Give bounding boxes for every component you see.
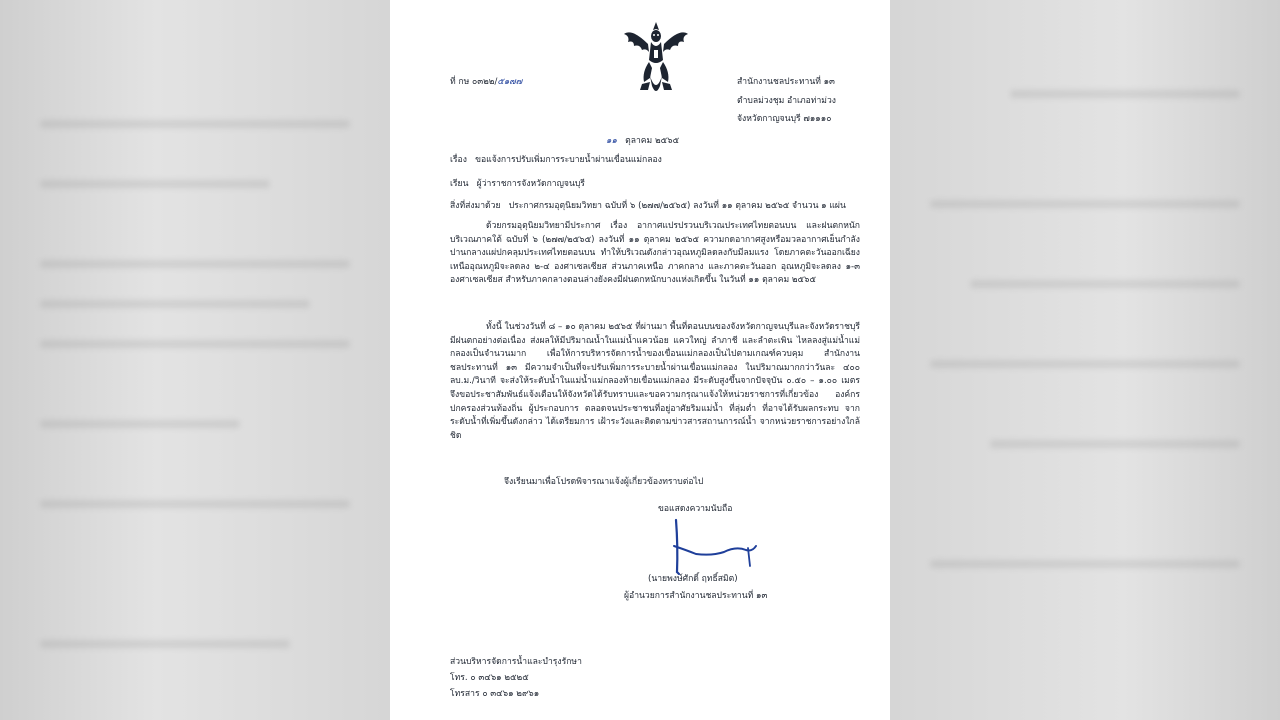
letter-date [606, 135, 679, 147]
date-day-handwritten: ๑๑ [606, 136, 617, 146]
footer-division: ส่วนบริหารจัดการน้ำและบำรุงรักษา [450, 657, 582, 667]
closing-request: จึงเรียนมาเพื่อโปรดพิจารณาแจ้งผู้เกี่ยวข้องทราบต่อไป [504, 477, 704, 487]
footer-phone: โทร. ๐ ๓๔๖๑ ๒๕๒๕ [450, 673, 529, 683]
blurred-background-left [0, 0, 390, 720]
blurred-background-right [890, 0, 1280, 720]
subject-line [450, 154, 662, 166]
recipient-label: เรียน [450, 179, 469, 189]
signer-position: ผู้อำนวยการสำนักงานชลประทานที่ ๑๓ [624, 591, 768, 601]
footer-fax: โทรสาร ๐ ๓๔๖๑ ๒๙๖๑ [450, 689, 540, 699]
enclosure-line [450, 200, 846, 212]
body-paragraph-2: ทั้งนี้ ในช่วงวันที่ ๘ – ๑๐ ตุลาคม ๒๕๖๕ ที่ผ่านมา พื้นที่ตอนบนของจังหวัดกาญจนบุรีและจังหวัดราชบุรี มีฝนตกอย่างต่อเนื่อง ส่งผลให้มีปริมาณน้ำในแม่น้ำแควน้อย แควใหญ่ ลำภาชี และลำตะเพิน ไหลลงสู่แม่น้ำแม่กลองเป็นจำนวนมาก เพื่อให้การบริหารจัดการน้ำของเขื่อนแม่กลองเป็นไปตามเกณฑ์ควบคุม สำนักงานชลประทานที่ ๑๓ มีความจำเป็นที่จะปรับเพิ่มการระบายน้ำผ่านเขื่อนแม่กลอง ในปริมาณมากกว่าวันละ ๔๐๐ ลบ.ม./วินาที จะส่งให้ระดับน้ำในแม่น้ำแม่กลองท้ายเขื่อนแม่กลอง มีระดับสูงขึ้นจากปัจจุบัน ๐.๕๐ – ๑.๐๐ เมตร จึงขอประชาสัมพันธ์แจ้งเตือนให้จังหวัดได้รับทราบและขอความกรุณาแจ้งให้หน่วยราชการที่เกี่ยวข้อง องค์กรปกครองส่วนท้องถิ่น ผู้ประกอบการ ตลอดจนประชาชนที่อยู่อาศัยริมแม่น้ำ ที่ลุ่มต่ำ ที่อาจได้รับผลกระทบ จากระดับน้ำที่เพิ่มขึ้นดังกล่าว ได้เตรียมการ เฝ้าระวังและติดตามข่าวสารสถานการณ์น้ำ จากหน่วยราชการอย่างใกล้ชิด [450, 322, 860, 441]
enclosure-label: สิ่งที่ส่งมาด้วย [450, 201, 501, 211]
office-address-line3: จังหวัดกาญจนบุรี ๗๑๑๑๐ [737, 114, 832, 124]
letter-page [390, 0, 890, 720]
garuda-emblem [620, 20, 692, 98]
body-paragraph-1: ด้วยกรมอุตุนิยมวิทยามีประกาศ เรื่อง อากาศแปรปรวนบริเวณประเทศไทยตอนบน และฝนตกหนักบริเวณภาคใต้ ฉบับที่ ๖ (๒๗๗/๒๕๖๕) ลงวันที่ ๑๑ ตุลาคม ๒๕๖๕ ความกดอากาศสูงหรือมวลอากาศเย็นกำลังปานกลางแผ่ปกคลุมประเทศไทยตอนบน ทำให้บริเวณดังกล่าวอุณหภูมิลดลงกับมีลมแรง โดยภาคตะวันออกเฉียงเหนืออุณหภูมิจะลดลง ๒-๔ องศาเซลเซียส ส่วนภาคเหนือ ภาคกลาง และภาคตะวันออก อุณหภูมิจะลดลง ๑-๓ องศาเซลเซียส สำหรับภาคกลางตอนล่างยังคงมีฝนตกหนักบางแห่งเกิดขึ้น ในวันที่ ๑๑ ตุลาคม ๒๕๖๕ [450, 221, 860, 286]
subject-label: เรื่อง [450, 155, 467, 165]
document-reference: ที่ กษ ๐๓๒๒/๕๑๗๗ [450, 77, 523, 87]
enclosure-text: ประกาศกรมอุตุนิยมวิทยา ฉบับที่ ๖ (๒๗๗/๒๕๖๕) ลงวันที่ ๑๑ ตุลาคม ๒๕๖๕ จำนวน ๑ แผ่น [508, 201, 846, 211]
recipient-line [450, 178, 585, 190]
office-address-line1: สำนักงานชลประทานที่ ๑๓ [737, 77, 835, 87]
subject-text: ขอแจ้งการปรับเพิ่มการระบายน้ำผ่านเขื่อนแม่กลอง [475, 155, 662, 165]
date-month-year: ตุลาคม ๒๕๖๕ [625, 136, 680, 146]
office-address-line2: ตำบลม่วงชุม อำเภอท่าม่วง [737, 96, 836, 106]
signer-name: (นายพงษ์ศักดิ์ ฤทธิ์สมิต) [648, 574, 738, 584]
recipient-text: ผู้ว่าราชการจังหวัดกาญจนบุรี [476, 179, 585, 189]
salutation: ขอแสดงความนับถือ [658, 504, 733, 514]
document-number-handwritten: ๕๑๗๗ [497, 77, 523, 87]
